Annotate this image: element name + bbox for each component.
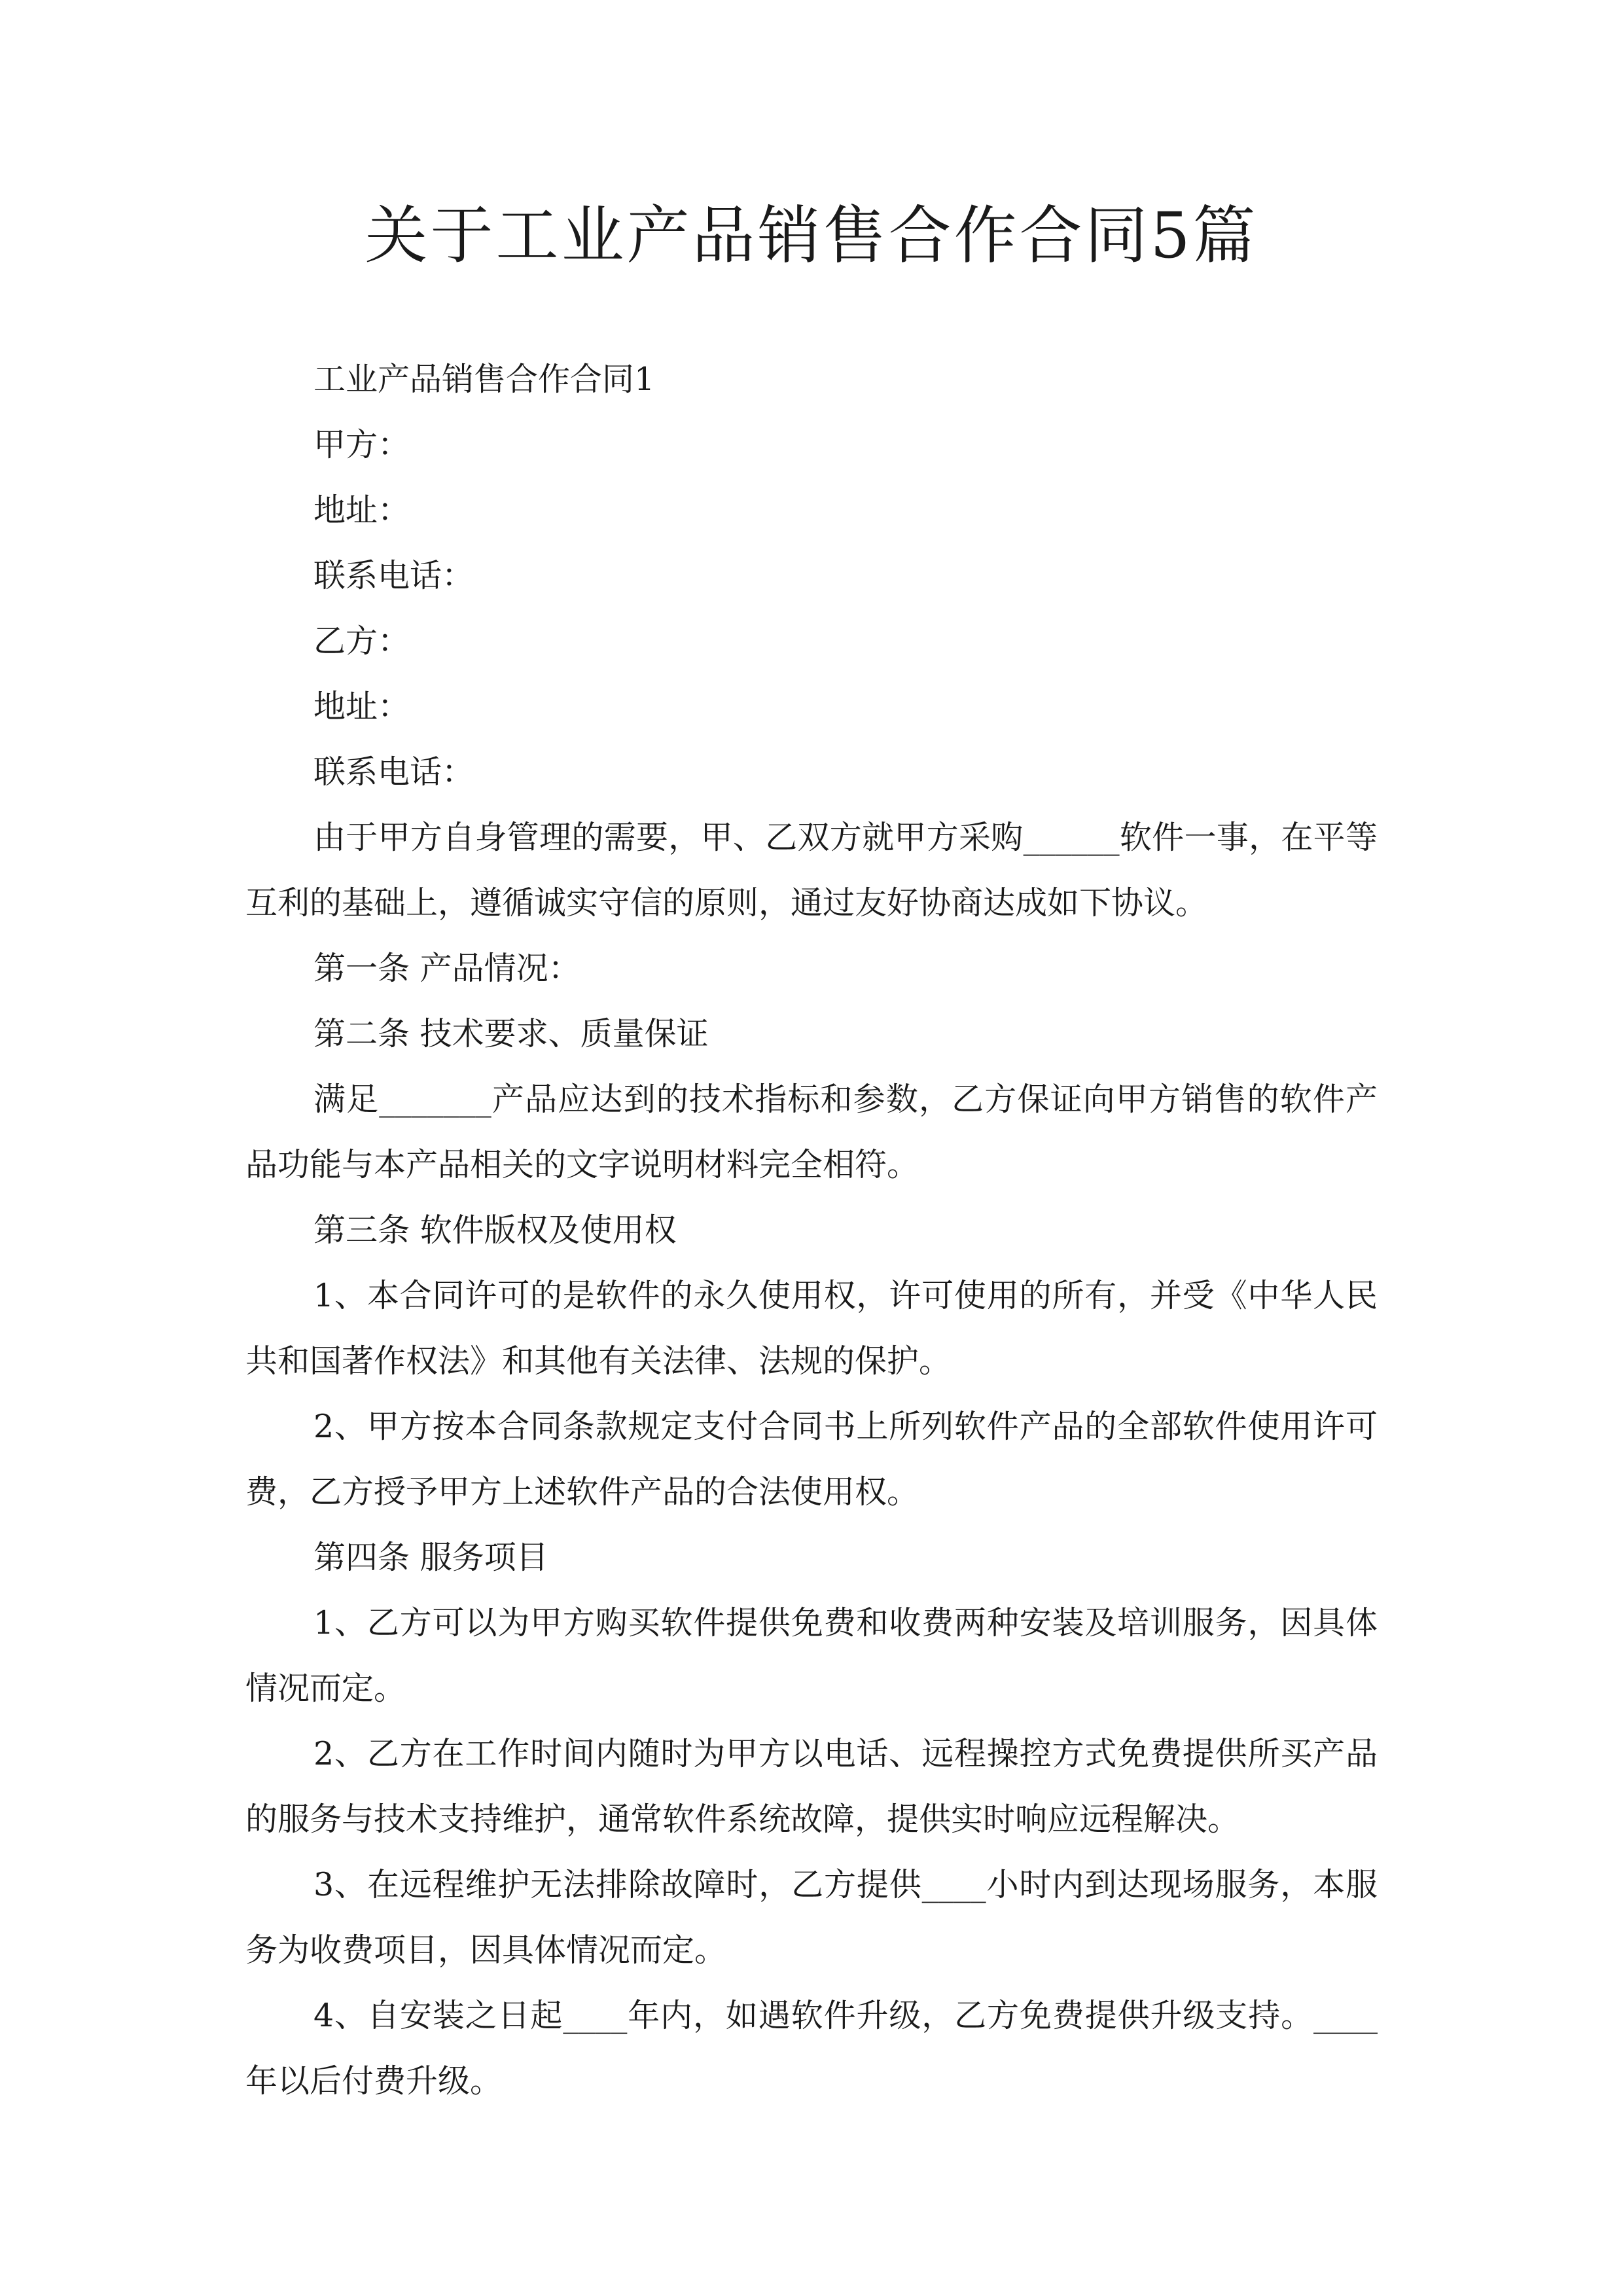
party-b-address-label: 地址： (313, 688, 410, 725)
party-b-label: 乙方： (313, 622, 410, 660)
article-3-heading: 第三条 软件版权及使用权 (313, 1211, 677, 1249)
article-3-clause-2: 2、甲方按本合同条款规定支付合同书上所列软件产品的全部软件使用许可费，乙方授予甲方上述软件产品的合法使用权。 (245, 1408, 1378, 1511)
preamble-paragraph: 由于甲方自身管理的需要，甲、乙双方就甲方采购______软件一事，在平等互利的基础上，遵循诚实守信的原则，通过友好协商达成如下协议。 (245, 819, 1378, 922)
section-heading: 工业产品销售合作合同1 (313, 361, 655, 398)
document-title: 关于工业产品销售合作合同5篇 (365, 199, 1258, 272)
party-a-label: 甲方： (313, 426, 410, 463)
article-4-clause-4: 4、自安装之日起____年内，如遇软件升级，乙方免费提供升级支持。____年以后付费升级。 (245, 1997, 1378, 2100)
article-1-heading: 第一条 产品情况： (313, 950, 580, 987)
article-3-clause-1: 1、本合同许可的是软件的永久使用权，许可使用的所有，并受《中华人民共和国著作权法》和其他有关法律、法规的保护。 (245, 1277, 1378, 1380)
article-4-heading: 第四条 服务项目 (313, 1539, 548, 1576)
party-b-phone-label: 联系电话： (313, 753, 474, 791)
party-a-phone-label: 联系电话： (313, 557, 474, 594)
article-4-clause-1: 1、乙方可以为甲方购买软件提供免费和收费两种安装及培训服务，因具体情况而定。 (245, 1604, 1378, 1707)
article-2-heading: 第二条 技术要求、质量保证 (313, 1015, 709, 1052)
article-2-paragraph: 满足_______产品应达到的技术指标和参数，乙方保证向甲方销售的软件产品功能与本产品相关的文字说明材料完全相符。 (245, 1081, 1378, 1183)
article-4-clause-3: 3、在远程维护无法排除故障时，乙方提供____小时内到达现场服务，本服务为收费项目，因具体情况而定。 (245, 1866, 1378, 1969)
document-body (245, 347, 1378, 2114)
party-a-address-label: 地址： (313, 492, 410, 529)
article-4-clause-2: 2、乙方在工作时间内随时为甲方以电话、远程操控方式免费提供所买产品的服务与技术支持维护，通常软件系统故障，提供实时响应远程解决。 (245, 1735, 1378, 1838)
